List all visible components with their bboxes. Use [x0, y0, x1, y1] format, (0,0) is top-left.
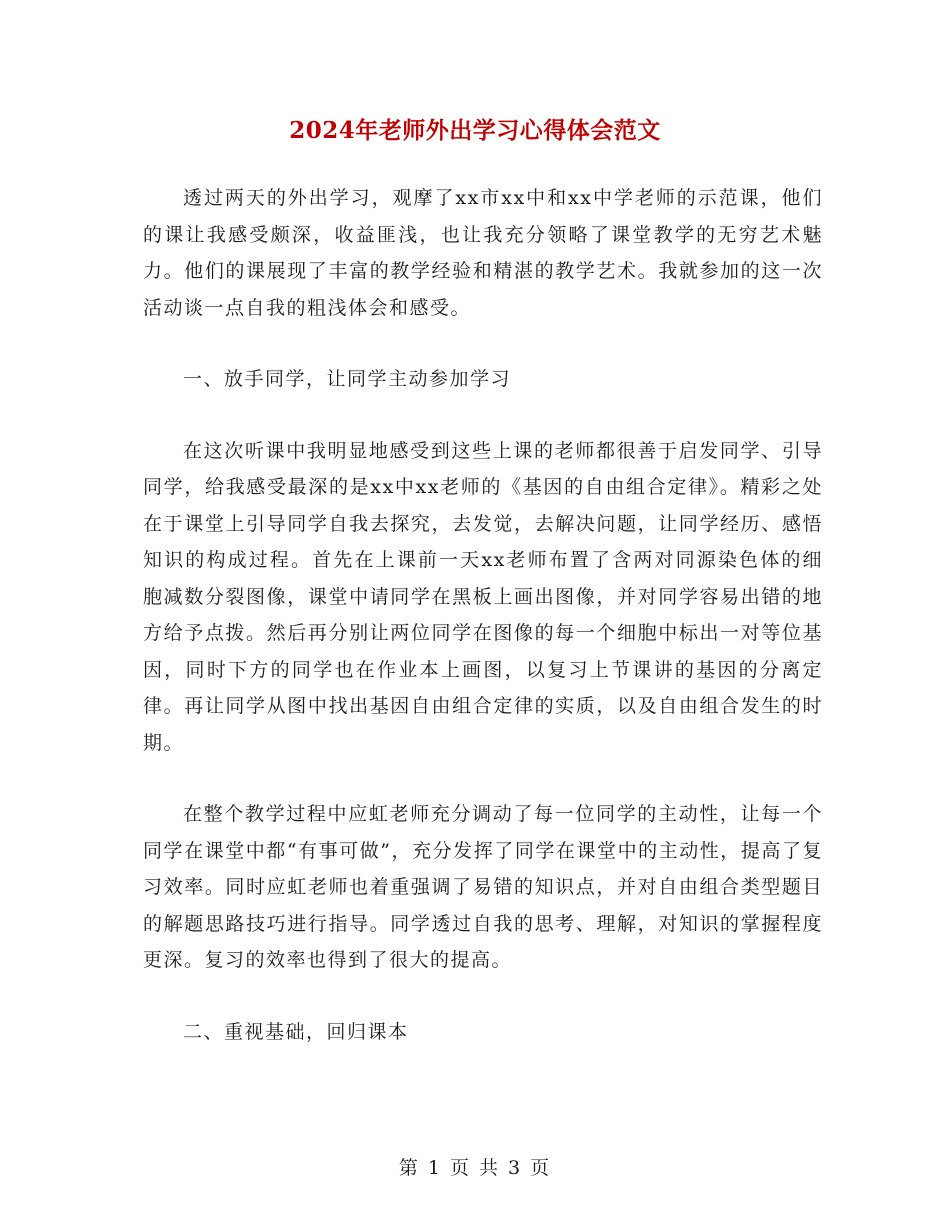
- section-heading-1: 一、放手同学，让同学主动参加学习: [183, 368, 512, 390]
- paragraph-section1-a: 在这次听课中我明显地感受到这些上课的老师都很善于启发同学、引导同学，给我感受最深的是xx中xx老师的《基因的自由组合定律》。精彩之处在于课堂上引导同学自我去探究，去发觉，去解决问题，让同学经历、感悟知识的构成过程。首先在上课前一天xx老师布置了含两对同源染色体的细胞减数分裂图像，课堂中请同学在黑板上画出图像，并对同学容易出错的地方给予点拨。然后再分别让两位同学在图像的每一个细胞中标出一对等位基因，同时下方的同学也在作业本上画图，以复习上节课讲的基因的分离定律。再让同学从图中找出基因自由组合定律的实质，以及自由组合发生的时期。: [143, 439, 823, 754]
- paragraph-section1-b: 在整个教学过程中应虹老师充分调动了每一位同学的主动性，让每一个同学在课堂中都“有事可做”，充分发挥了同学在课堂中的主动性，提高了复习效率。同时应虹老师也着重强调了易错的知识点，并对自由组合类型题目的解题思路技巧进行指导。同学透过自我的思考、理解，对知识的掌握程度更深。复习的效率也得到了很大的提高。: [143, 803, 823, 971]
- paragraph-intro: 透过两天的外出学习，观摩了xx市xx中和xx中学老师的示范课，他们的课让我感受颇深，收益匪浅，也让我充分领略了课堂教学的无穷艺术魅力。他们的课展现了丰富的教学经验和精湛的教学艺术。我就参加的这一次活动谈一点自我的粗浅体会和感受。: [143, 187, 823, 319]
- document-title: 2024年老师外出学习心得体会范文: [289, 117, 661, 144]
- section-heading-2: 二、重视基础，回归课本: [183, 1020, 409, 1043]
- document-body: [143, 180, 823, 1085]
- page-footer: 第 1 页 共 3 页: [398, 1157, 552, 1179]
